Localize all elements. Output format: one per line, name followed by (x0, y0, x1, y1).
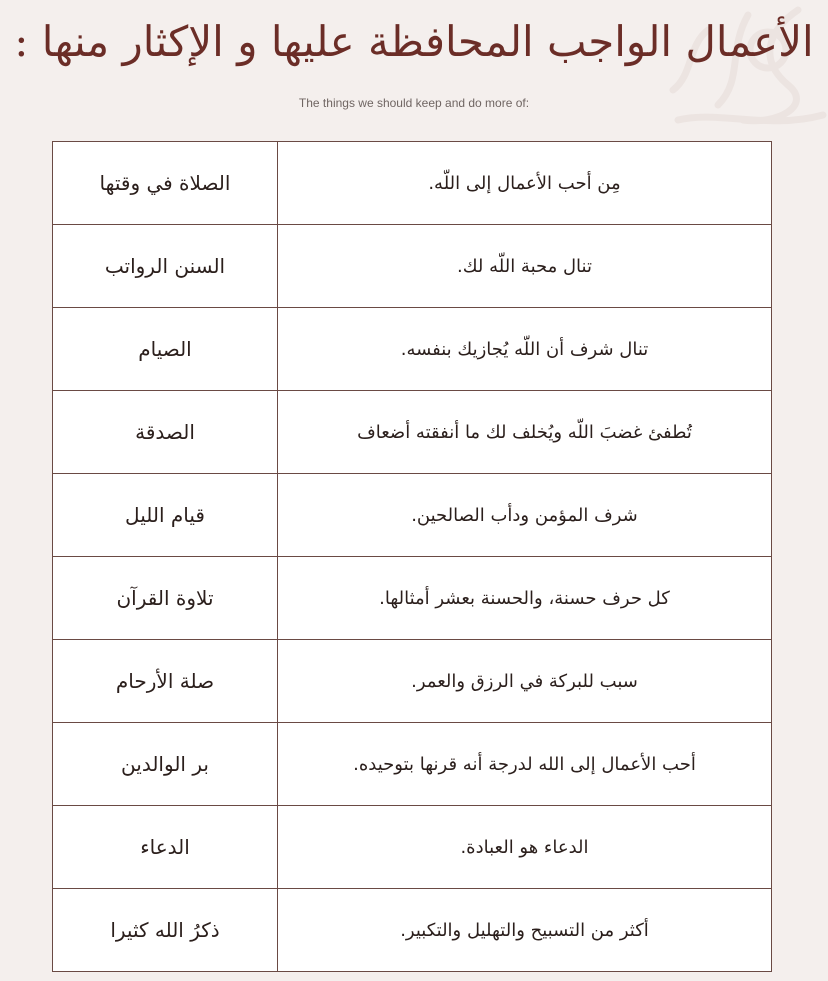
deeds-table (52, 141, 772, 972)
deed-description-cell: شرف المؤمن ودأب الصالحين. (278, 474, 772, 557)
deed-description-cell: أكثر من التسبيح والتهليل والتكبير. (278, 889, 772, 972)
deeds-table-container (52, 141, 772, 981)
table-row (53, 723, 772, 806)
table-row (53, 391, 772, 474)
deed-name-cell: صلة الأرحام (53, 640, 278, 723)
deed-name-cell: الصيام (53, 308, 278, 391)
deed-name-cell: ذكرُ الله كثيرا (53, 889, 278, 972)
table-row (53, 806, 772, 889)
table-row (53, 225, 772, 308)
deed-name-cell: بر الوالدين (53, 723, 278, 806)
deed-name-cell: قيام الليل (53, 474, 278, 557)
deed-description-cell: تُطفئ غضبَ اللّه ويُخلف لك ما أنفقته أضعاف (278, 391, 772, 474)
page-title: الأعمال الواجب المحافظة عليها و الإكثار منها : (14, 17, 814, 66)
table-row (53, 308, 772, 391)
deed-description-cell: الدعاء هو العبادة. (278, 806, 772, 889)
deed-name-cell: الصدقة (53, 391, 278, 474)
deed-name-cell: الصلاة في وقتها (53, 142, 278, 225)
deed-description-cell: تنال محبة اللّه لك. (278, 225, 772, 308)
table-row (53, 640, 772, 723)
deed-description-cell: كل حرف حسنة، والحسنة بعشر أمثالها. (278, 557, 772, 640)
deed-name-cell: الدعاء (53, 806, 278, 889)
table-row (53, 142, 772, 225)
table-row (53, 557, 772, 640)
table-row (53, 474, 772, 557)
page-subtitle: The things we should keep and do more of: (298, 96, 530, 110)
deed-description-cell: تنال شرف أن اللّه يُجازيك بنفسه. (278, 308, 772, 391)
table-row (53, 889, 772, 972)
deed-description-cell: أحب الأعمال إلى الله لدرجة أنه قرنها بتوحيده. (278, 723, 772, 806)
deed-name-cell: السنن الرواتب (53, 225, 278, 308)
deed-name-cell: تلاوة القرآن (53, 557, 278, 640)
page-header (0, 0, 828, 110)
deed-description-cell: سبب للبركة في الرزق والعمر. (278, 640, 772, 723)
deed-description-cell: مِن أحب الأعمال إلى اللّه. (278, 142, 772, 225)
